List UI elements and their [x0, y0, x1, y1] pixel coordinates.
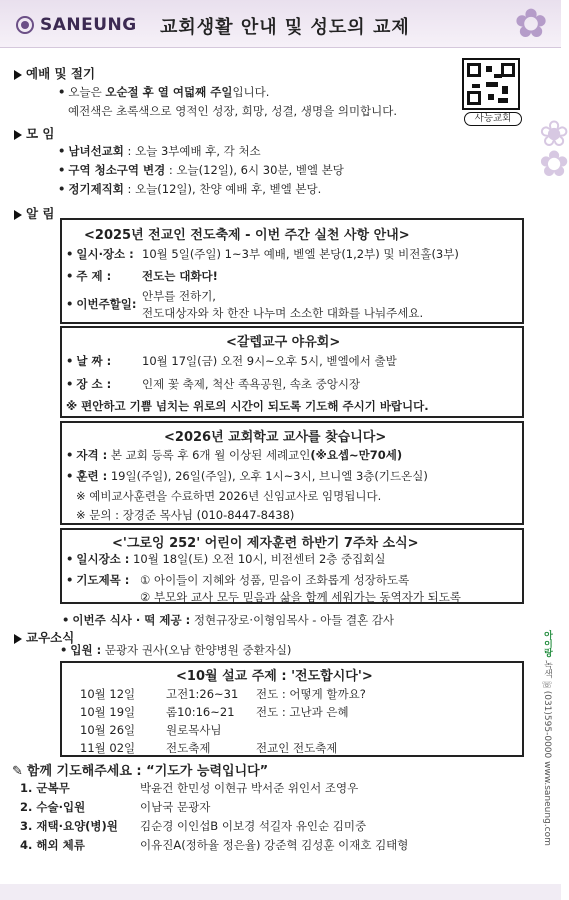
notice-row-value: ② 부모와 교사 모두 믿음과 삶을 함께 세워가는 동역자가 되도록 — [140, 590, 461, 604]
notice-note: ※ 편안하고 기쁨 넘치는 위로의 시간이 되도록 기도해 주시기 바랍니다. — [66, 399, 429, 413]
notice-row: • 기도제목 : — [66, 573, 130, 587]
prayer-label: 1. 군복무 — [20, 781, 70, 795]
qr-code[interactable] — [462, 58, 520, 110]
triangle-bullet-icon — [14, 634, 22, 644]
triangle-bullet-icon — [14, 70, 22, 80]
page-title: 교회생활 안내 및 성도의 교제 — [160, 17, 410, 38]
qr-corner — [467, 91, 481, 105]
sermon-verse: 원로목사님 — [166, 723, 222, 737]
sermon-verse: 고전1:26~31 — [166, 687, 239, 701]
notice-row: • 일시장소 : 10월 18일(토) 오전 10시, 비전센터 2층 중집회실 — [66, 552, 386, 566]
prayer-names: 박윤건 한민성 이현규 박서준 위인서 조영우 — [140, 781, 359, 795]
worship-line-2: 예전색은 초록색으로 영적인 성장, 희망, 성결, 생명을 의미합니다. — [68, 104, 398, 118]
sermon-topic: 전교인 전도축제 — [256, 741, 338, 755]
sermon-date: 10월 19일 — [80, 705, 136, 719]
qr-label: 사능교회 — [464, 112, 522, 126]
church-logo-icon — [16, 16, 34, 34]
notice-box-title: <'그로잉 252' 어린이 제자훈련 하반기 7주차 소식> — [112, 536, 419, 551]
sermon-date: 11월 02일 — [80, 741, 136, 755]
notice-box-title: <2026년 교회학교 교사를 찾습니다> — [164, 430, 387, 445]
notice-row: • 주 제 : — [66, 269, 112, 283]
worship-line-1: • 오늘은 오순절 후 열 여덟째 주일입니다. — [58, 85, 270, 99]
qr-module — [498, 98, 508, 103]
notice-box-title: <갈렙교구 야유회> — [226, 335, 341, 350]
section-heading-notices: 알 림 — [14, 204, 55, 222]
notice-row: • 일시·장소 : — [66, 247, 134, 261]
qr-module — [486, 82, 498, 87]
triangle-bullet-icon — [14, 130, 22, 140]
section-heading-meetings: 모 임 — [14, 124, 55, 142]
prayer-heading: ✎ 함께 기도해주세요 : “기도가 능력입니다” — [12, 764, 269, 779]
prayer-label: 4. 해외 체류 — [20, 838, 85, 852]
section-heading-member-news: 교우소식 — [14, 628, 74, 646]
notice-row: • 이번주할일: — [66, 297, 137, 311]
meeting-item: • 구역 청소구역 변경 : 오늘(12일), 6시 30분, 벧엘 본당 — [58, 163, 344, 177]
sermon-topic: 전도 : 고난과 은혜 — [256, 705, 349, 719]
side-contact-text: 아이랑 녹색 ☏(031)595-0000 www.saneung.com — [542, 630, 552, 846]
notice-row-value: 10월 17일(금) 오전 9시~오후 5시, 벧엘에서 출발 — [142, 354, 397, 368]
brand-name: SANEUNG — [40, 15, 137, 35]
flower-decoration-icon: ✿ — [514, 1, 548, 47]
notice-row-value: 안부를 전하기, — [142, 289, 216, 303]
notice-row-value: 10월 5일(주일) 1~3부 예배, 벧엘 본당(1,2부) 및 비전홀(3부) — [142, 247, 459, 261]
prayer-names: 김순경 이인섭B 이보경 석길자 유인순 김미중 — [140, 819, 367, 833]
notice-row-value: 전도대상자와 차 한잔 나누며 소소한 대화를 나눠주세요. — [142, 306, 424, 320]
prayer-label: 2. 수술·입원 — [20, 800, 86, 814]
notice-note: ※ 예비교사훈련을 수료하면 2026년 신임교사로 임명됩니다. — [76, 489, 382, 503]
notice-row-value: 전도는 대화다! — [142, 269, 218, 283]
qr-module — [494, 74, 502, 78]
sermon-topic: 전도 : 어떻게 할까요? — [256, 687, 366, 701]
notice-row: • 훈련 : 19일(주일), 26일(주일), 오후 1시~3시, 브니엘 3층(기드온실) — [66, 469, 428, 483]
header-banner — [0, 0, 561, 48]
sermon-verse: 전도축제 — [166, 741, 211, 755]
notice-box-title: <2025년 전교인 전도축제 - 이번 주간 실천 사항 안내> — [84, 228, 410, 243]
side-flower-decoration-icon: ❀ ✿ — [539, 114, 569, 185]
qr-module — [486, 66, 492, 72]
meal-notice: • 이번주 식사 · 떡 제공 : 정현규장로·이형임목사 - 아들 결혼 감사 — [62, 613, 395, 627]
notice-note: ※ 문의 : 장경준 목사님 (010-8447-8438) — [76, 508, 295, 522]
sermon-verse: 롬10:16~21 — [166, 705, 235, 719]
prayer-label: 3. 재택·요양(병)원 — [20, 819, 118, 833]
notice-row-value: 인제 꽃 축제, 척산 족욕공원, 속초 중앙시장 — [142, 377, 361, 391]
notice-row: • 자격 : 본 교회 등록 후 6개 월 이상된 세례교인(※요셉~만70세) — [66, 448, 403, 462]
meeting-item: • 정기제직회 : 오늘(12일), 찬양 예배 후, 벧엘 본당. — [58, 182, 322, 196]
triangle-bullet-icon — [14, 210, 22, 220]
notice-row: • 날 짜 : — [66, 354, 112, 368]
prayer-names: 이남국 문광자 — [140, 800, 211, 814]
qr-module — [472, 84, 480, 88]
member-news-item: • 입원 : 문광자 권사(오남 한양병원 중환자실) — [60, 643, 292, 657]
qr-corner — [501, 63, 515, 77]
notice-row: • 장 소 : — [66, 377, 112, 391]
sermon-box-title: <10월 설교 주제 : '전도합시다'> — [176, 669, 373, 684]
section-heading-worship: 예배 및 절기 — [14, 64, 95, 82]
notice-row-value: ① 아이들이 지혜와 성품, 믿음이 조화롭게 성장하도록 — [140, 573, 410, 587]
bottom-strip — [0, 884, 561, 900]
prayer-names: 이유진A(정하율 정은율) 강준혁 김성훈 이재호 김태형 — [140, 838, 409, 852]
sermon-date: 10월 12일 — [80, 687, 136, 701]
meeting-item: • 남녀선교회 : 오늘 3부예배 후, 각 처소 — [58, 144, 261, 158]
qr-module — [488, 94, 494, 100]
sermon-date: 10월 26일 — [80, 723, 136, 737]
qr-module — [502, 86, 508, 94]
qr-corner — [467, 63, 481, 77]
praying-hands-icon: ✎ — [12, 764, 23, 779]
